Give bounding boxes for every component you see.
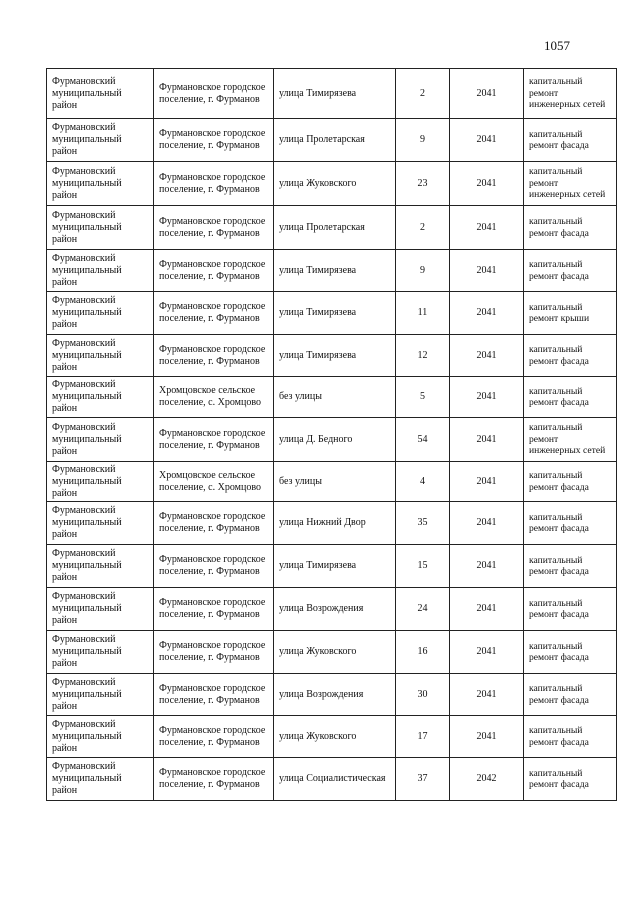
year-cell: 2041 — [450, 418, 524, 462]
house-number-cell: 4 — [396, 462, 450, 502]
work-type-cell: капитальный ремонт инженерных сетей — [524, 69, 617, 119]
work-type-cell: капитальный ремонт фасада — [524, 502, 617, 545]
work-type-cell: капитальный ремонт фасада — [524, 631, 617, 674]
settlement-cell: Фурмановское городское поселение, г. Фурманов — [154, 502, 274, 545]
house-number-cell: 24 — [396, 588, 450, 631]
table-row — [47, 545, 617, 588]
house-number-cell: 9 — [396, 119, 450, 162]
street-cell: улица Тимирязева — [274, 335, 396, 377]
settlement-cell: Фурмановское городское поселение, г. Фурманов — [154, 69, 274, 119]
table-row — [47, 462, 617, 502]
table-row — [47, 631, 617, 674]
year-cell: 2041 — [450, 162, 524, 206]
street-cell: улица Тимирязева — [274, 545, 396, 588]
table-row — [47, 377, 617, 418]
street-cell: улица Тимирязева — [274, 250, 396, 292]
district-cell: Фурмановский муниципальный район — [47, 545, 154, 588]
table-row — [47, 502, 617, 545]
table-row — [47, 162, 617, 206]
settlement-cell: Фурмановское городское поселение, г. Фурманов — [154, 674, 274, 716]
settlement-cell: Фурмановское городское поселение, г. Фурманов — [154, 418, 274, 462]
year-cell: 2041 — [450, 588, 524, 631]
settlement-cell: Фурмановское городское поселение, г. Фурманов — [154, 162, 274, 206]
street-cell: без улицы — [274, 462, 396, 502]
year-cell: 2041 — [450, 292, 524, 335]
street-cell: улица Жуковского — [274, 631, 396, 674]
settlement-cell: Хромцовское сельское поселение, с. Хромцово — [154, 377, 274, 418]
table-row — [47, 674, 617, 716]
street-cell: улица Тимирязева — [274, 292, 396, 335]
year-cell: 2041 — [450, 250, 524, 292]
settlement-cell: Фурмановское городское поселение, г. Фурманов — [154, 631, 274, 674]
year-cell: 2041 — [450, 674, 524, 716]
street-cell: улица Возрождения — [274, 588, 396, 631]
work-type-cell: капитальный ремонт фасада — [524, 545, 617, 588]
settlement-cell: Фурмановское городское поселение, г. Фурманов — [154, 588, 274, 631]
work-type-cell: капитальный ремонт крыши — [524, 292, 617, 335]
house-number-cell: 16 — [396, 631, 450, 674]
street-cell: улица Жуковского — [274, 716, 396, 758]
district-cell: Фурмановский муниципальный район — [47, 335, 154, 377]
street-cell: улица Социалистическая — [274, 758, 396, 801]
year-cell: 2041 — [450, 69, 524, 119]
district-cell: Фурмановский муниципальный район — [47, 162, 154, 206]
table-row — [47, 69, 617, 119]
district-cell: Фурмановский муниципальный район — [47, 674, 154, 716]
district-cell: Фурмановский муниципальный район — [47, 119, 154, 162]
street-cell: улица Пролетарская — [274, 206, 396, 250]
settlement-cell: Фурмановское городское поселение, г. Фурманов — [154, 119, 274, 162]
year-cell: 2041 — [450, 206, 524, 250]
house-number-cell: 37 — [396, 758, 450, 801]
house-number-cell: 54 — [396, 418, 450, 462]
district-cell: Фурмановский муниципальный район — [47, 206, 154, 250]
year-cell: 2041 — [450, 377, 524, 418]
year-cell: 2041 — [450, 502, 524, 545]
district-cell: Фурмановский муниципальный район — [47, 292, 154, 335]
table-row — [47, 716, 617, 758]
table-row — [47, 292, 617, 335]
table-row — [47, 588, 617, 631]
work-type-cell: капитальный ремонт фасада — [524, 335, 617, 377]
street-cell: улица Д. Бедного — [274, 418, 396, 462]
year-cell: 2041 — [450, 716, 524, 758]
district-cell: Фурмановский муниципальный район — [47, 758, 154, 801]
work-type-cell: капитальный ремонт фасада — [524, 377, 617, 418]
house-number-cell: 35 — [396, 502, 450, 545]
settlement-cell: Фурмановское городское поселение, г. Фурманов — [154, 292, 274, 335]
work-type-cell: капитальный ремонт фасада — [524, 674, 617, 716]
work-type-cell: капитальный ремонт инженерных сетей — [524, 162, 617, 206]
settlement-cell: Хромцовское сельское поселение, с. Хромцово — [154, 462, 274, 502]
work-type-cell: капитальный ремонт фасада — [524, 250, 617, 292]
table-row — [47, 119, 617, 162]
table-row — [47, 418, 617, 462]
house-number-cell: 9 — [396, 250, 450, 292]
work-type-cell: капитальный ремонт фасада — [524, 206, 617, 250]
settlement-cell: Фурмановское городское поселение, г. Фурманов — [154, 758, 274, 801]
work-type-cell: капитальный ремонт фасада — [524, 716, 617, 758]
house-number-cell: 23 — [396, 162, 450, 206]
year-cell: 2041 — [450, 462, 524, 502]
page-number: 1057 — [544, 38, 570, 53]
district-cell: Фурмановский муниципальный район — [47, 418, 154, 462]
settlement-cell: Фурмановское городское поселение, г. Фурманов — [154, 335, 274, 377]
district-cell: Фурмановский муниципальный район — [47, 716, 154, 758]
street-cell: улица Жуковского — [274, 162, 396, 206]
table-row — [47, 206, 617, 250]
settlement-cell: Фурмановское городское поселение, г. Фурманов — [154, 716, 274, 758]
street-cell: улица Тимирязева — [274, 69, 396, 119]
house-number-cell: 2 — [396, 206, 450, 250]
street-cell: улица Пролетарская — [274, 119, 396, 162]
year-cell: 2042 — [450, 758, 524, 801]
district-cell: Фурмановский муниципальный район — [47, 631, 154, 674]
work-type-cell: капитальный ремонт фасада — [524, 119, 617, 162]
work-type-cell: капитальный ремонт фасада — [524, 588, 617, 631]
table-row — [47, 758, 617, 801]
house-number-cell: 5 — [396, 377, 450, 418]
housing-repair-table — [46, 68, 617, 801]
house-number-cell: 12 — [396, 335, 450, 377]
house-number-cell: 30 — [396, 674, 450, 716]
work-type-cell: капитальный ремонт инженерных сетей — [524, 418, 617, 462]
street-cell: улица Возрождения — [274, 674, 396, 716]
table-body — [47, 69, 617, 801]
year-cell: 2041 — [450, 545, 524, 588]
work-type-cell: капитальный ремонт фасада — [524, 758, 617, 801]
year-cell: 2041 — [450, 119, 524, 162]
year-cell: 2041 — [450, 631, 524, 674]
district-cell: Фурмановский муниципальный район — [47, 250, 154, 292]
district-cell: Фурмановский муниципальный район — [47, 69, 154, 119]
street-cell: без улицы — [274, 377, 396, 418]
settlement-cell: Фурмановское городское поселение, г. Фурманов — [154, 250, 274, 292]
settlement-cell: Фурмановское городское поселение, г. Фурманов — [154, 545, 274, 588]
house-number-cell: 2 — [396, 69, 450, 119]
district-cell: Фурмановский муниципальный район — [47, 377, 154, 418]
table-row — [47, 250, 617, 292]
house-number-cell: 15 — [396, 545, 450, 588]
house-number-cell: 11 — [396, 292, 450, 335]
work-type-cell: капитальный ремонт фасада — [524, 462, 617, 502]
year-cell: 2041 — [450, 335, 524, 377]
district-cell: Фурмановский муниципальный район — [47, 588, 154, 631]
district-cell: Фурмановский муниципальный район — [47, 502, 154, 545]
table-row — [47, 335, 617, 377]
settlement-cell: Фурмановское городское поселение, г. Фурманов — [154, 206, 274, 250]
street-cell: улица Нижний Двор — [274, 502, 396, 545]
district-cell: Фурмановский муниципальный район — [47, 462, 154, 502]
house-number-cell: 17 — [396, 716, 450, 758]
